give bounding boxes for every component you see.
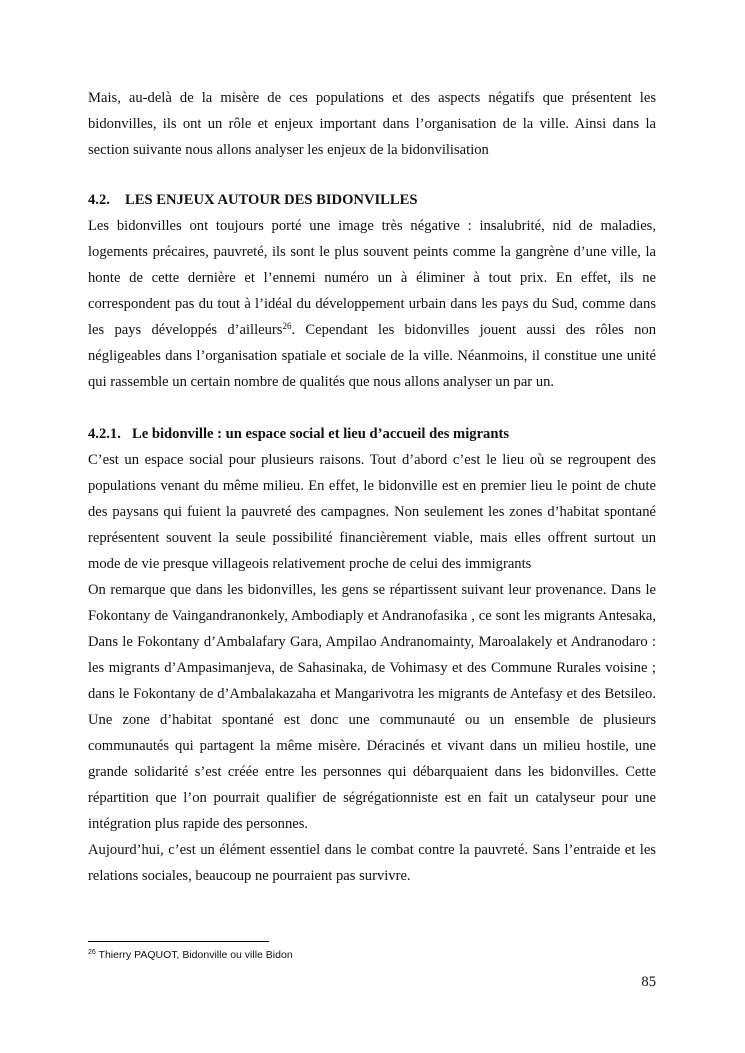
section-4-2-number: 4.2.: [88, 192, 110, 208]
section-4-2-1-number: 4.2.1.: [88, 426, 121, 442]
intro-paragraph: [88, 85, 656, 163]
footnote-reference[interactable]: 26: [282, 321, 292, 331]
section-4-2-1-body: [88, 447, 656, 889]
body-paragraph-3: Aujourd’hui, c’est un élément essentiel dans le combat contre la pauvreté. Sans l’entraide et les relations sociales, beaucoup ne pourraient pas survivre.: [88, 842, 656, 884]
footnote: [88, 947, 293, 963]
section-4-2-paragraph: [88, 213, 656, 395]
footnote-divider: [88, 941, 269, 942]
section-4-2-text-continued: . Cependant les bidonvilles jouent aussi des rôles non négligeables dans l’organisation spatiale et sociale de la ville. Néanmoins, il constitue une unité qui rassemble un certain nombre de qualités que nous allons analyser un par un.: [88, 322, 656, 390]
footnote-number: 26: [88, 949, 96, 956]
section-4-2-heading: [88, 187, 668, 213]
section-4-2-text: Les bidonvilles ont toujours porté une image très négative : insalubrité, nid de maladies, logements précaires, pauvreté, ils sont le plus souvent peints comme la gangrène d’une ville, la honte de cette dernière et l’ennemi numéro un à éliminer à tout prix. En effet, ils ne correspondent pas du tout à l’idéal du développement urbain dans les pays du Sud, comme dans les pays développés d’ailleurs: [88, 218, 656, 338]
footnote-text: Thierry PAQUOT, Bidonville ou ville Bidon: [98, 949, 293, 961]
section-4-2-1-heading: [88, 421, 668, 447]
intro-text: Mais, au-delà de la misère de ces populations et des aspects négatifs que présentent les bidonvilles, ils ont un rôle et enjeux important dans l’organisation de la ville. Ainsi dans la section suivante nous allons analyser les enjeux de la bidonvilisation: [88, 90, 656, 158]
page-number: 85: [641, 974, 656, 990]
section-4-2-title: LES ENJEUX AUTOUR DES BIDONVILLES: [125, 192, 418, 208]
body-paragraph-2: On remarque que dans les bidonvilles, les gens se répartissent suivant leur provenance. Dans le Fokontany de Vaingandranonkely, Ambodiaply et Andranofasika , ce sont les migrants Antesaka, Dans le Fokontany d’Ambalafary Gara, Ampilao Andranomainty, Maroalakely et Andranodaro : les migrants d’Ampasimanjeva, de Sahasinaka, de Vohimasy et des Commune Rurales voisine ; dans le Fokontany de d’Ambalakazaha et Mangarivotra les migrants de Antefasy et des Betsileo. Une zone d’habitat spontané est donc une communauté ou un ensemble de plusieurs communautés qui partagent la même misère. Déracinés et vivant dans un milieu hostile, une grande solidarité s’est créée entre les personnes qui débarquaient dans les bidonvilles. Cette répartition que l’on pourrait qualifier de ségrégationniste est en fait un catalyseur pour une intégration plus rapide des personnes.: [88, 582, 656, 832]
section-4-2-1-title: Le bidonville : un espace social et lieu d’accueil des migrants: [132, 426, 509, 442]
body-paragraph-1: C’est un espace social pour plusieurs raisons. Tout d’abord c’est le lieu où se regroupent des populations venant du même milieu. En effet, le bidonville est en premier lieu le point de chute des paysans qui fuient la pauvreté des campagnes. Non seulement les zones d’habitat spontané représentent souvent la seule possibilité financièrement viable, mais elles offrent surtout un mode de vie presque villageois relativement proche de celui des immigrants: [88, 452, 656, 572]
